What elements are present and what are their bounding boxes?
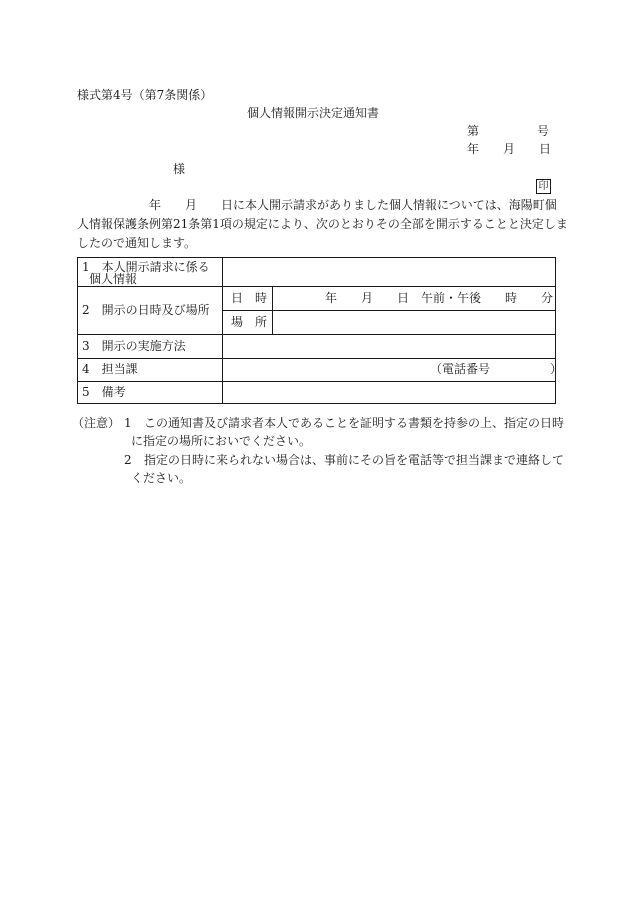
note1-line1: この通知書及び請求者本人であることを証明する書類を持参の上、指定の日時 <box>144 416 565 430</box>
table-rule <box>222 257 223 404</box>
body-line-3: したので通知します。 <box>77 236 197 250</box>
row2-datetime-label: 日 時 <box>231 291 268 305</box>
body-line-1: 年 月 日に本人開示請求がありました個人情報については、海陽町個 <box>77 198 557 212</box>
note1-number: 1 <box>124 416 132 430</box>
table-rule <box>77 381 556 382</box>
row4-phone: （電話番号 ） <box>430 362 563 376</box>
document-number-suffix: 号 <box>537 124 550 138</box>
body-line-2: 人情報保護条例第21条第1項の規定により、次のとおりその全部を開示することと決定しま <box>77 217 568 231</box>
row2-label: 2 開示の日時及び場所 <box>82 303 210 317</box>
row2-place-label: 場 所 <box>231 315 268 329</box>
table-rule <box>77 358 556 359</box>
date-month: 月 <box>503 142 516 156</box>
seal-mark: 印 <box>536 179 551 194</box>
form-number: 様式第4号（第7条関係） <box>77 88 213 102</box>
document-title: 個人情報開示決定通知書 <box>247 106 380 120</box>
note2-line1: 指定の日時に来られない場合は、事前にその旨を電話等で担当課まで連絡して <box>144 453 565 467</box>
note2-number: 2 <box>124 453 132 467</box>
note1-line2: に指定の場所においでください。 <box>131 434 312 448</box>
document-number-prefix: 第 <box>467 124 480 138</box>
notes-heading: （注意） <box>72 416 121 430</box>
note2-line2: ください。 <box>131 471 192 485</box>
row2-datetime-value: 年 月 日 午前・午後 時 分 <box>325 291 554 305</box>
row1-label-line2: 個人情報 <box>89 272 138 286</box>
addressee-honorific: 様 <box>173 162 186 176</box>
row1-label-line1: 1 本人開示請求に係る <box>82 260 210 274</box>
table-rule <box>77 334 556 335</box>
body-paragraph <box>77 196 568 253</box>
row5-label: 5 備考 <box>82 385 126 399</box>
row3-label: 3 開示の実施方法 <box>82 339 186 353</box>
date-day: 日 <box>539 142 552 156</box>
table-rule <box>272 286 273 334</box>
row4-label: 4 担当課 <box>82 362 138 376</box>
table-rule <box>77 286 556 287</box>
date-year: 年 <box>467 142 480 156</box>
